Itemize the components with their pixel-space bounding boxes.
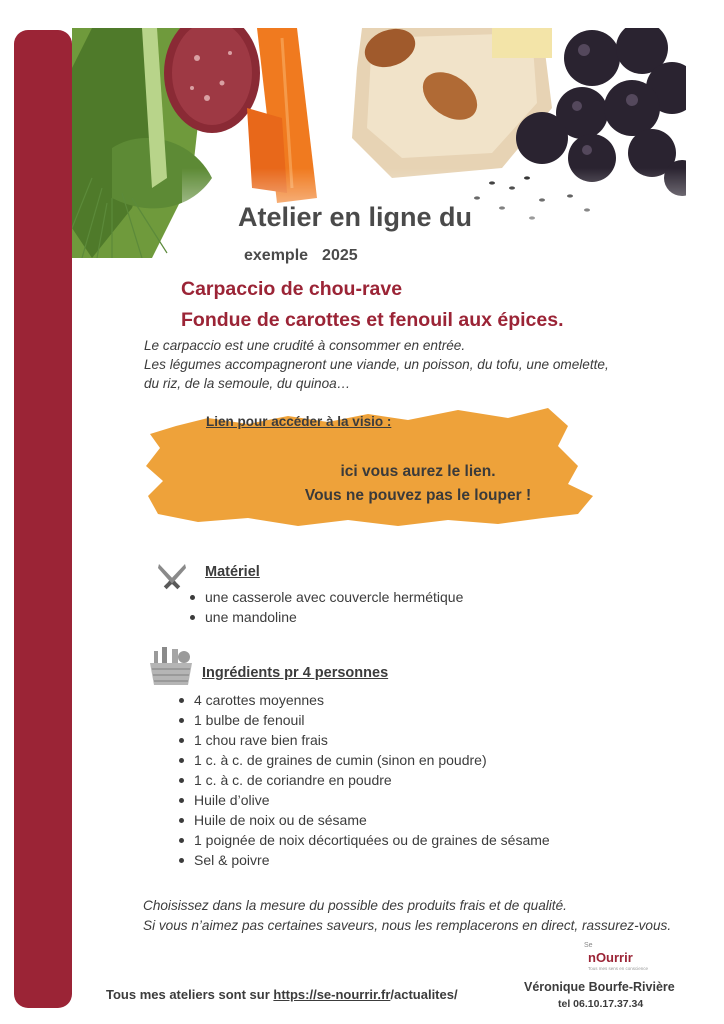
closing-line: Choisissez dans la mesure du possible des produits frais et de qualité.: [143, 898, 567, 913]
page-subtitle: [244, 247, 358, 265]
list-item: 1 c. à c. de graines de cumin (sinon en poudre): [194, 750, 550, 770]
visio-message: [248, 460, 588, 508]
list-item: Huile de noix ou de sésame: [194, 810, 550, 830]
intro-line: Les légumes accompagneront une viande, un poisson, du tofu, une omelette,: [144, 357, 609, 372]
footer-link[interactable]: https://se-nourrir.fr: [273, 987, 391, 1002]
closing-line: Si vous n’aimez pas certaines saveurs, nous les remplacerons en direct, rassurez-vous.: [143, 918, 672, 933]
side-accent-bar: [14, 30, 72, 1008]
subtitle-word: exemple: [244, 247, 309, 264]
intro-line: Le carpaccio est une crudité à consommer en entrée.: [144, 338, 466, 353]
intro-text: [144, 336, 664, 393]
footer-link-suffix: /actualites/: [390, 987, 458, 1002]
recipe-title-2: Fondue de carottes et fenouil aux épices.: [181, 309, 564, 331]
footer-label: Tous mes ateliers sont sur: [106, 987, 274, 1002]
list-item: 1 poignée de noix décortiquées ou de graines de sésame: [194, 832, 550, 848]
subtitle-year: 2025: [322, 247, 358, 264]
materiel-list: [187, 587, 463, 627]
page-title: Atelier en ligne du: [238, 202, 473, 232]
recipe-title-1: Carpaccio de chou-rave: [181, 278, 403, 300]
ingredients-title: Ingrédients pr 4 personnes: [202, 665, 389, 681]
list-item: Sel & poivre: [194, 850, 550, 870]
materiel-title: Matériel: [205, 564, 260, 580]
list-item: 4 carottes moyennes: [194, 690, 550, 710]
list-item: une casserole avec couvercle hermétique: [205, 589, 464, 605]
author-phone: tel 06.10.17.37.34: [558, 998, 644, 1010]
list-item: 1 chou rave bien frais: [194, 730, 550, 750]
knives-icon: [156, 562, 188, 595]
footer-text: [106, 987, 458, 1002]
visio-message-line: Vous ne pouvez pas le louper !: [304, 487, 532, 504]
logo-se-text: Se: [584, 942, 593, 949]
logo-tagline: Tous mes sens en conscience: [588, 966, 649, 971]
list-item: 1 bulbe de fenouil: [194, 710, 550, 730]
author-name: Véronique Bourfe-Rivière: [524, 980, 675, 994]
list-item: une mandoline: [205, 607, 463, 627]
intro-line: du riz, de la semoule, du quinoa…: [144, 376, 351, 391]
logo-wordmark: nOurrir: [588, 950, 633, 965]
closing-text: [143, 896, 671, 936]
visio-link-label[interactable]: Lien pour accéder à la visio :: [206, 414, 392, 429]
grocery-basket-icon: [148, 645, 194, 692]
ingredients-list: [176, 690, 550, 870]
list-item: Huile d’olive: [194, 790, 550, 810]
list-item: 1 c. à c. de coriandre en poudre: [194, 770, 550, 790]
se-nourrir-logo: [584, 944, 654, 974]
visio-message-line: ici vous aurez le lien.: [340, 463, 496, 480]
